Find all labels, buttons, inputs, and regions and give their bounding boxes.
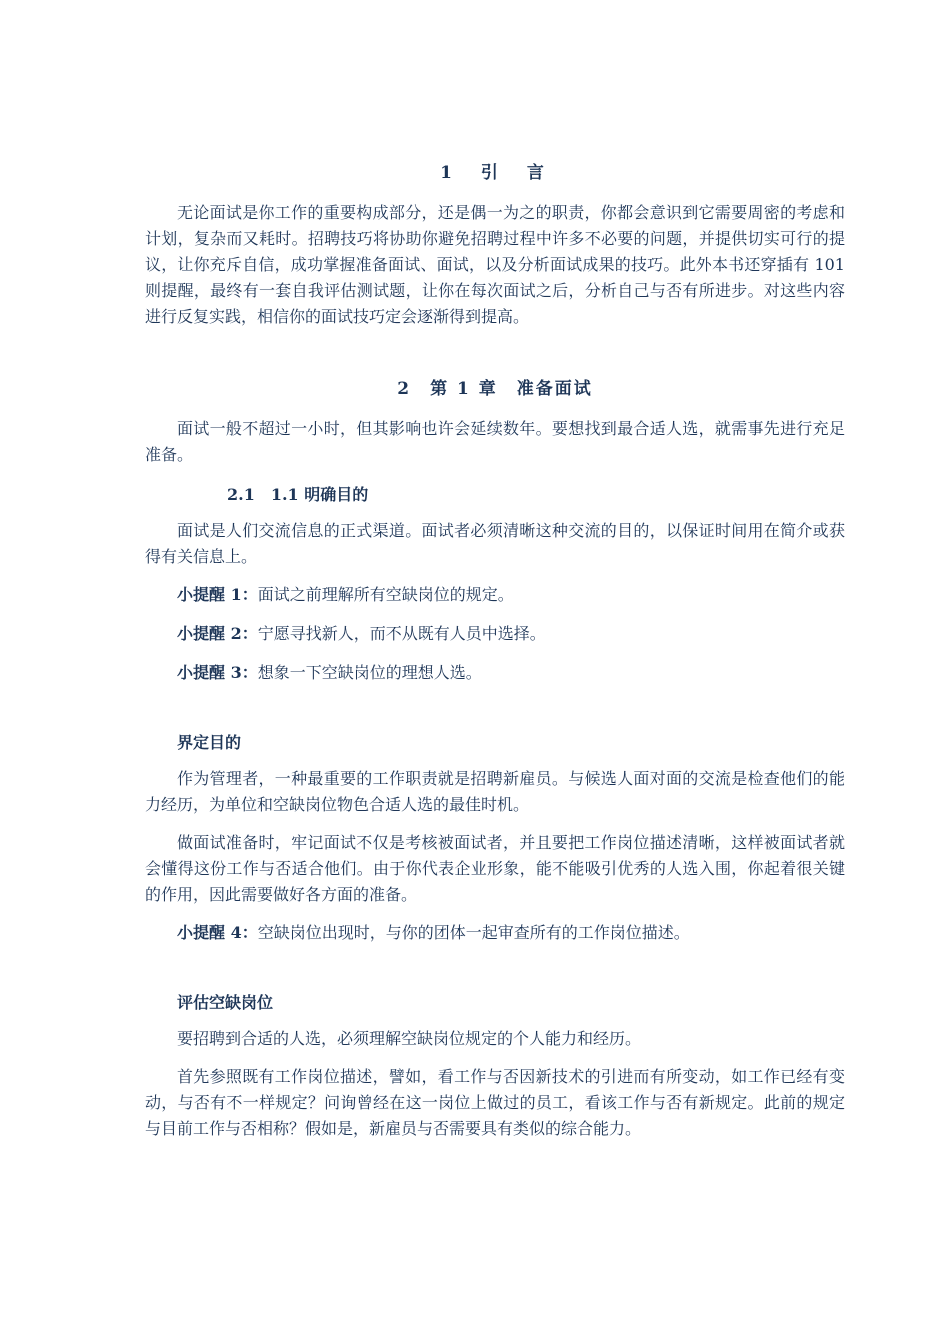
assess-paragraph-1: 要招聘到合适的人选，必须理解空缺岗位规定的个人能力和经历。 (177, 1029, 642, 1048)
tip-1-text: 面试之前理解所有空缺岗位的规定。 (257, 585, 514, 604)
tip-4-text: 空缺岗位出现时，与你的团体一起审查所有的工作岗位描述。 (257, 923, 690, 942)
assess-paragraph-2: 首先参照既有工作岗位描述，譬如，看工作与否因新技术的引进而有所变动，如工作已经有变动，与否有不一样规定？问询曾经在这一岗位上做过的员工，看该工作与否有新规定。此前的规定与目前工作与否相称？假如是，新雇员与否需要具有类似的综合能力。 (145, 1067, 845, 1138)
define-paragraph-1: 作为管理者，一种最重要的工作职责就是招聘新雇员。与候选人面对面的交流是检查他们的能力经历，为单位和空缺岗位物色合适人选的最佳时机。 (145, 769, 845, 814)
chapter-heading: 2 第 1 章 准备面试 (397, 379, 593, 399)
tip-3 (145, 660, 845, 686)
tip-4-label: 小提醒 4： (177, 923, 258, 942)
intro-paragraph: 无论面试是你工作的重要构成部分，还是偶一为之的职责，你都会意识到它需要周密的考虑和计划，复杂而又耗时。招聘技巧将协助你避免招聘过程中许多不必要的问题，并提供切实可行的提议，让你充斥自信，成功掌握准备面试、面试，以及分析面试成果的技巧。此外本书还穿插有 101 则提醒，最终有一套自我评估测试题，让你在每次面试之后，分析自己与否有所进步。对这些内容进行反复实践，相信你的面试技巧定会逐渐得到提高。 (145, 203, 845, 326)
document-page (145, 160, 845, 1154)
define-purpose-heading: 界定目的 (177, 733, 242, 752)
define-paragraph-2: 做面试准备时，牢记面试不仅是考核被面试者，并且要把工作岗位描述清晰，这样被面试者就会懂得这份工作与否适合他们。由于你代表企业形象，能不能吸引优秀的人选入围，你起着很关键的作用，因此需要做好各方面的准备。 (145, 833, 845, 904)
tip-2 (145, 621, 845, 647)
tip-1 (145, 582, 845, 608)
tip-2-text: 宁愿寻找新人，而不从既有人员中选择。 (257, 624, 546, 643)
tip-3-text: 想象一下空缺岗位的理想人选。 (257, 663, 482, 682)
intro-heading: 1 引 言 (440, 163, 550, 183)
chapter-paragraph: 面试一般不超过一小时，但其影响也许会延续数年。要想找到最合适人选，就需事先进行充足准备。 (145, 419, 845, 464)
subsection-heading: 2.1 1.1 明确目的 (227, 485, 369, 504)
tip-3-label: 小提醒 3： (177, 663, 258, 682)
tip-2-label: 小提醒 2： (177, 624, 258, 643)
subsection-paragraph: 面试是人们交流信息的正式渠道。面试者必须清晰这种交流的目的，以保证时间用在简介或获得有关信息上。 (145, 521, 845, 566)
assess-vacancy-heading: 评估空缺岗位 (177, 993, 274, 1012)
tip-4 (145, 920, 845, 946)
tip-1-label: 小提醒 1： (177, 585, 258, 604)
